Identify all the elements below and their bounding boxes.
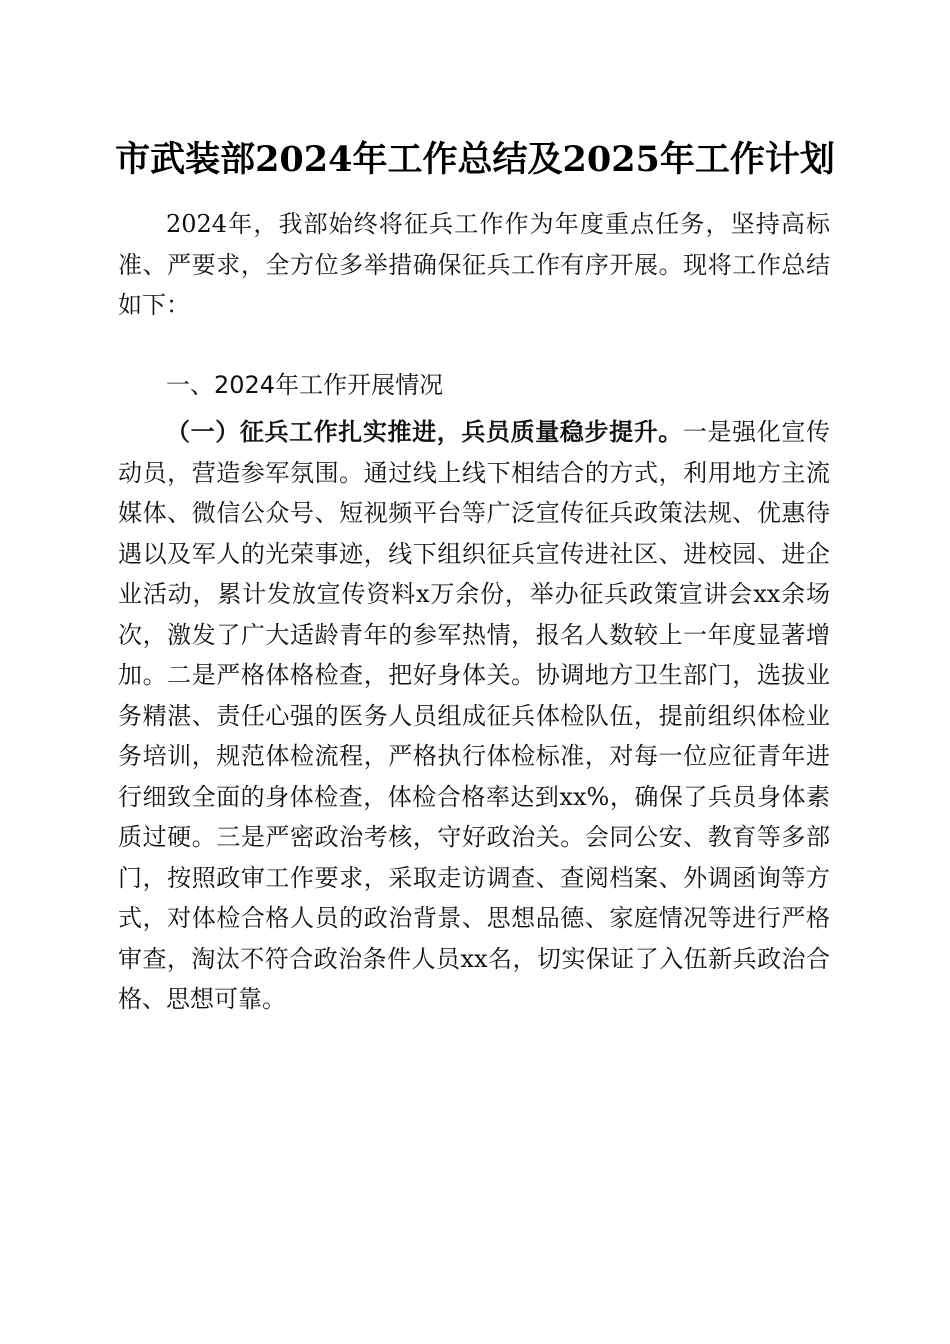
- document-title: 市武装部2024年工作总结及2025年工作计划: [115, 139, 835, 180]
- intro-paragraph: 2024年，我部始终将征兵工作作为年度重点任务，坚持高标准、严要求，全方位多举措确保征兵工作有序开展。现将工作总结如下：: [118, 210, 830, 319]
- section-heading: 一、2024年工作开展情况: [166, 371, 444, 399]
- subsection-body: 一是强化宣传动员，营造参军氛围。通过线上线下相结合的方式，利用地方主流媒体、微信公众号、短视频平台等广泛宣传征兵政策法规、优惠待遇以及军人的光荣事迹，线下组织征兵宣传进社区、进校园、进企业活动，累计发放宣传资料x万余份，举办征兵政策宣讲会xx余场次，激发了广大适龄青年的参军热情，报名人数较上一年度显著增加。二是严格体格检查，把好身体关。协调地方卫生部门，选拔业务精湛、责任心强的医务人员组成征兵体检队伍，提前组织体检业务培训，规范体检流程，严格执行体检标准，对每一位应征青年进行细致全面的身体检查，体检合格率达到xx%，确保了兵员身体素质过硬。三是严密政治考核，守好政治关。会同公安、教育等多部门，按照政审工作要求，采取走访调查、查阅档案、外调函询等方式，对体检合格人员的政治背景、思想品德、家庭情况等进行严格审查，淘汰不符合政治条件人员xx名，切实保证了入伍新兵政治合格、思想可靠。: [118, 418, 830, 1013]
- subsection-lead: （一）征兵工作扎实推进，兵员质量稳步提升。: [166, 417, 683, 446]
- subsection-paragraph: [118, 412, 830, 1020]
